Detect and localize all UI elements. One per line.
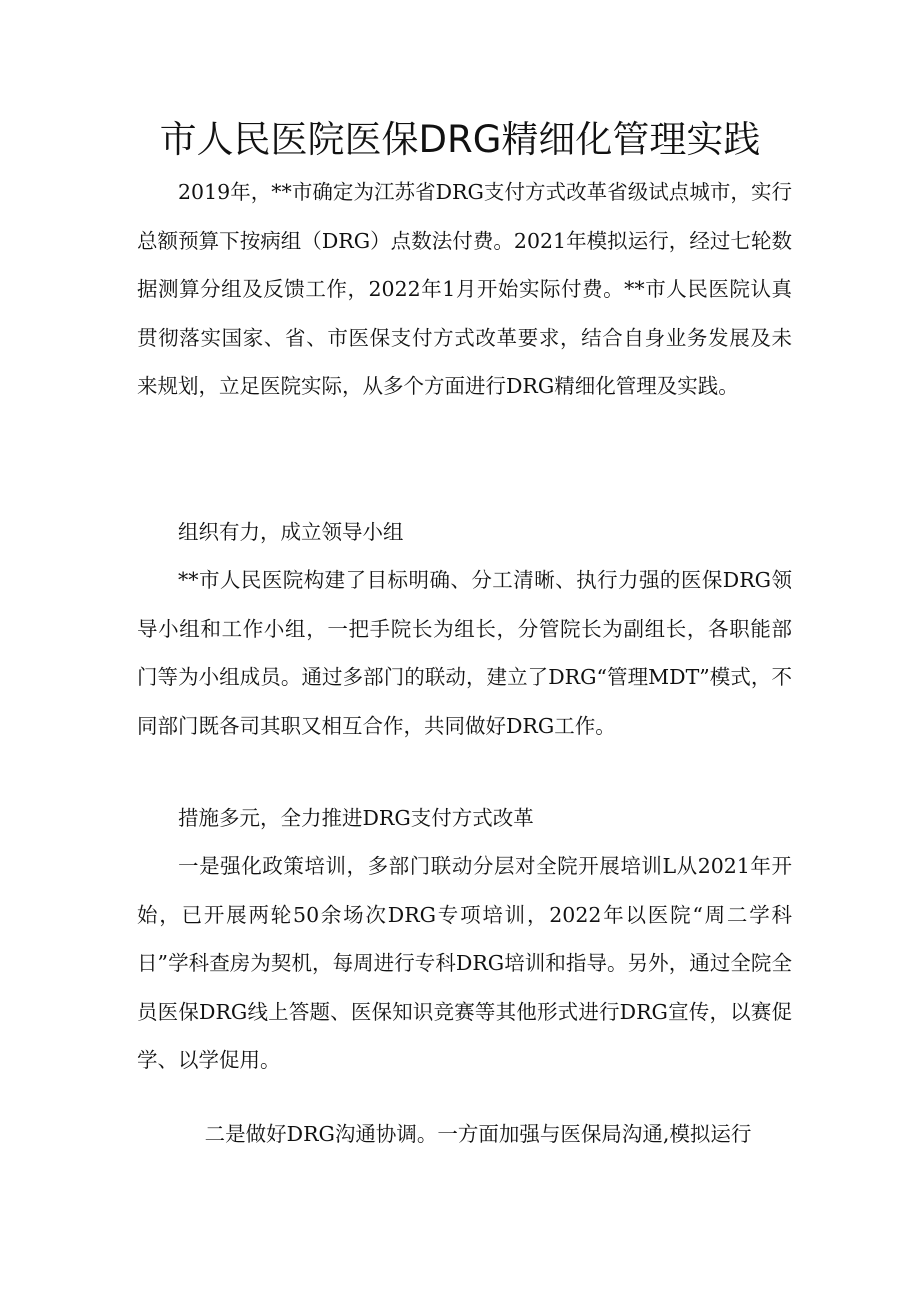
organization-paragraph: **市人民医院构建了目标明确、分工清晰、执行力强的医保DRG领导小组和工作小组，一把手院长为组长，分管院长为副组长，各职能部门等为小组成员。通过多部门的联动，建立了DRG“管理MDT”模式，不同部门既各司其职又相互合作，共同做好DRG工作。 bbox=[137, 568, 792, 738]
section-heading-organization: 组织有力，成立领导小组 bbox=[178, 520, 404, 544]
training-paragraph: 一是强化政策培训，多部门联动分层对全院开展培训L从2021年开始，已开展两轮50余场次DRG专项培训，2022年以医院“周二学科日”学科查房为契机，每周进行专科DRG培训和指导。另外，通过全院全员医保DRG线上答题、医保知识竞赛等其他形式进行DRG宣传，以赛促学、以学促用。 bbox=[137, 854, 792, 1073]
section-heading-measures: 措施多元，全力推进DRG支付方式改革 bbox=[178, 806, 534, 830]
document-title: 市人民医院医保DRG精细化管理实践 bbox=[159, 118, 761, 161]
communication-paragraph: 二是做好DRG沟通协调。一方面加强与医保局沟通,模拟运行 bbox=[204, 1122, 752, 1146]
intro-paragraph: 2019年，**市确定为江苏省DRG支付方式改革省级试点城市，实行总额预算下按病组（DRG）点数法付费。2021年模拟运行，经过七轮数据测算分组及反馈工作，2022年1月开始实际付费。**市人民医院认真贯彻落实国家、省、市医保支付方式改革要求，结合自身业务发展及未来规划，立足医院实际，从多个方面进行DRG精细化管理及实践。 bbox=[137, 180, 792, 399]
